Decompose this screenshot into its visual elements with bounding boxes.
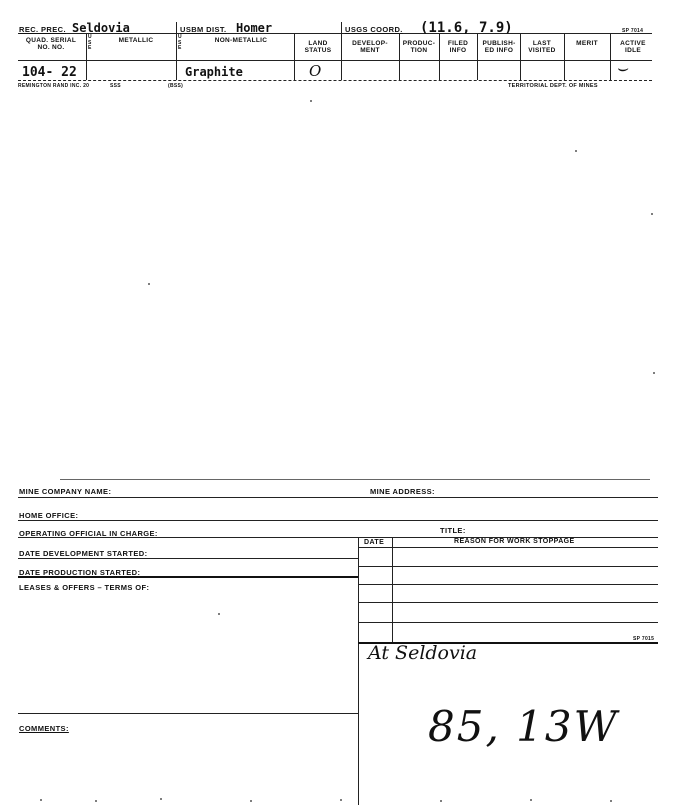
col-metallic: METALLIC (118, 37, 154, 44)
rec-prec-value: Seldovia (72, 21, 130, 35)
col-non-metallic: NON-METALLIC (214, 37, 268, 44)
speck (160, 798, 162, 800)
date-label: DATE (364, 539, 385, 546)
divider (294, 33, 295, 80)
printer-code-2: (BSS) (168, 83, 184, 89)
col-quad-serial: QUAD. SERIAL NO. NO. (25, 37, 77, 51)
col-filed-info: FILED INFO (447, 40, 469, 54)
speck (218, 613, 220, 615)
usgs-coord-value: (11.6, 7.9) (420, 20, 513, 36)
rule (18, 576, 358, 578)
date-prod-started-label: DATE PRODUCTION STARTED: (19, 568, 141, 577)
date-dev-started-label: DATE DEVELOPMENT STARTED: (19, 549, 148, 558)
quad-serial-value: 104- 22 (22, 65, 77, 80)
col-use-right: U S E (178, 34, 182, 51)
divider (358, 537, 359, 805)
col-production: PRODUC- TION (402, 40, 436, 54)
divider (564, 33, 565, 80)
comments-label: COMMENTS: (19, 724, 69, 733)
usbm-dist-label: USBM DIST. (180, 25, 227, 34)
col-published-info: PUBLISH- ED INFO (482, 40, 516, 54)
divider (520, 33, 521, 80)
speck (250, 800, 252, 802)
speck (148, 283, 150, 285)
speck (575, 150, 577, 152)
speck (653, 372, 655, 374)
divider (477, 33, 478, 80)
divider (86, 33, 87, 80)
rule (18, 520, 658, 521)
printer-code: SSS (110, 83, 121, 89)
speck (340, 799, 342, 801)
col-use-left: U S E (88, 34, 92, 51)
speck (530, 799, 532, 801)
rule (358, 584, 658, 585)
divider (610, 33, 611, 80)
speck (40, 799, 42, 801)
rule (358, 566, 658, 567)
rule (358, 547, 658, 548)
non-metallic-value: Graphite (185, 65, 243, 79)
col-land-status: LAND STATUS (304, 40, 332, 54)
active-idle-mark: ⌣ (616, 58, 628, 79)
divider (399, 33, 400, 80)
usbm-dist-value: Homer (236, 21, 273, 35)
mine-company-name-label: MINE COMPANY NAME: (19, 487, 112, 496)
agency-name: TERRITORIAL DEPT. OF MINES (508, 83, 598, 89)
land-status-value: O (309, 62, 322, 80)
rule (18, 558, 358, 559)
usgs-coord-label: USGS COORD. (345, 25, 403, 34)
operating-official-label: OPERATING OFFICIAL IN CHARGE: (19, 529, 158, 538)
speck (651, 213, 653, 215)
col-merit: MERIT (576, 40, 598, 47)
col-development: DEVELOP- MENT (352, 40, 388, 54)
divider (341, 22, 342, 80)
mine-address-label: MINE ADDRESS: (370, 487, 435, 496)
rule (18, 497, 658, 498)
header-bottom-rule (18, 60, 652, 61)
form-number-2: SP 7015 (633, 636, 655, 642)
home-office-label: HOME OFFICE: (19, 511, 79, 520)
divider (439, 33, 440, 80)
handwritten-code: 85, 13W (428, 702, 619, 751)
rule (18, 713, 358, 714)
speck (95, 800, 97, 802)
reason-label: REASON FOR WORK STOPPAGE (454, 538, 575, 545)
speck (310, 100, 312, 102)
col-last-visited: LAST VISITED (528, 40, 556, 54)
col-active-idle: ACTIVE IDLE (620, 40, 646, 54)
speck (610, 800, 612, 802)
top-edge (60, 479, 650, 480)
rule (358, 622, 658, 623)
handwritten-location: At Seldovia (368, 642, 478, 664)
row-bottom-rule (18, 80, 652, 81)
rule (358, 602, 658, 603)
divider (176, 22, 177, 80)
title-label: TITLE: (440, 526, 466, 535)
speck (440, 800, 442, 802)
printer-imprint: REMINGTON RAND INC. 20 (18, 83, 90, 89)
divider (392, 537, 393, 643)
rec-prec-label: REC. PREC. (19, 25, 66, 34)
leases-label: LEASES & OFFERS – TERMS OF: (19, 583, 150, 592)
form-number: SP 7014 (622, 28, 644, 34)
